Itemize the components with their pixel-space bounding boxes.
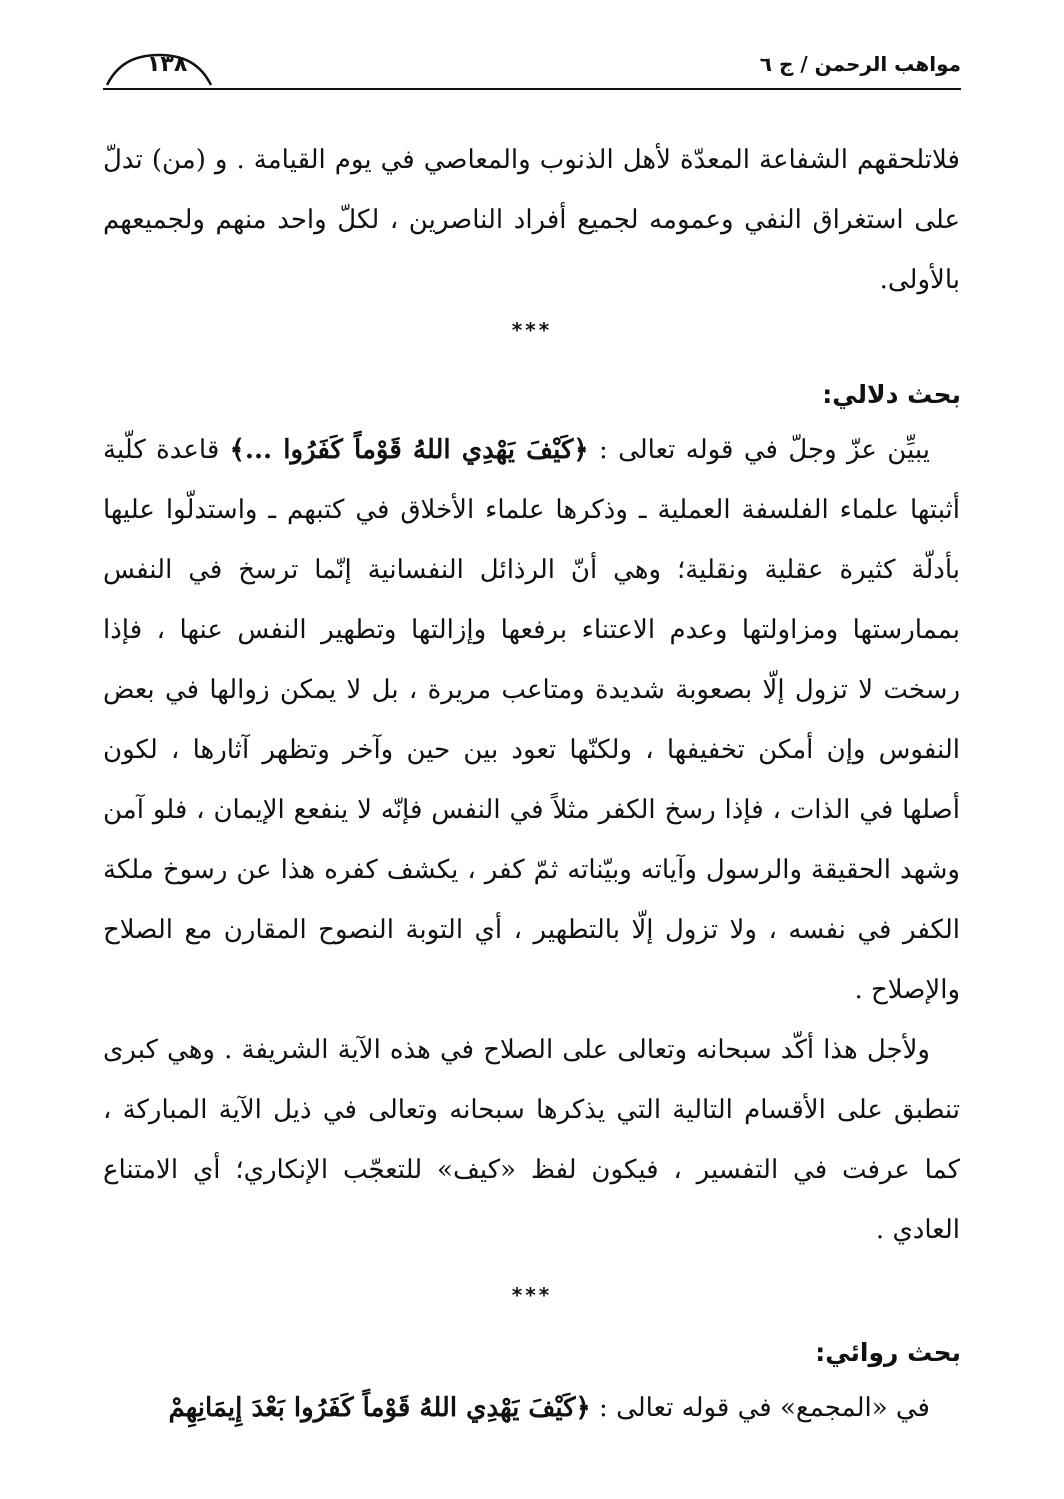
quran-verse: ﴿كَيْفَ يَهْدِي اللهُ قَوْماً كَفَرُوا بَعْدَ إِيمَانِهِمْ — [168, 1393, 591, 1423]
paragraph-text: ولأجل هذا أكّد سبحانه وتعالى على الصلاح في هذه الآية الشريفة . وهي كبرى تنطبق على الأقسام التالية التي يذكرها سبحانه وتعالى في ذيل الآية المباركة ، كما عرفت في التفسير ، فيكون لفظ «كيف» للتعجّب الإنكاري؛ أي الامتناع العادي . — [103, 1035, 960, 1245]
page-number-badge — [103, 47, 215, 87]
page-header — [103, 30, 961, 90]
section-divider: *** — [511, 318, 553, 342]
section-heading-narrative: بحث روائي: — [815, 1338, 961, 1367]
paragraph-text: قاعدة كلّية أثبتها علماء الفلسفة العملية ـ وذكرها علماء الأخلاق في كتبهم ـ واستدلّوا عليها بأدلّة كثيرة عقلية ونقلية؛ وهي أنّ الرذائل النفسانية إنّما ترسخ في النفس بممارستها ومزاولتها وعدم الاعتناء برفعها وإزالتها وتطهير النفس عنها ، فإذا رسخت لا تزول إلّا بصعوبة شديدة ومتاعب مريرة ، بل لا يمكن زوالها في بعض النفوس وإن أمكن تخفيفها ، ولكنّها تعود بين حين وآخر وتظهر آثارها ، لكون أصلها في الذات ، فإذا رسخ الكفر مثلاً في النفس فإنّه لا ينفعع الإيمان ، فلو آمن وشهد الحقيقة والرسول وآياته وبيّناته ثمّ كفر ، يكشف كفره هذا عن رسوخ ملكة الكفر في نفسه ، ولا تزول إلّا بالتطهير ، أي التوبة النصوح المقارن مع الصلاح والإصلاح . — [103, 435, 960, 1005]
header-rule — [103, 88, 961, 90]
running-title: مواهب الرحمن / ج ٦ — [759, 52, 961, 76]
paragraph-text: يبيِّن عزّ وجلّ في قوله تعالى : — [588, 435, 931, 465]
narrative-paragraph-1 — [103, 1378, 960, 1438]
semantic-paragraph-1 — [103, 420, 960, 1020]
paragraph-text: في «المجمع» في قوله تعالى : — [590, 1393, 930, 1423]
intro-text: فلاتلحقهم الشفاعة المعدّة لأهل الذنوب والمعاصي في يوم القيامة . و (من) تدلّ على استغراق النفي وعمومه لجميع أفراد الناصرين ، لكلّ واحد منهم ولجميعهم بالأولى. — [103, 145, 960, 295]
section-divider: *** — [511, 1283, 553, 1307]
section-heading-semantic: بحث دلالي: — [822, 380, 961, 409]
quran-verse: ﴿كَيْفَ يَهْدِي اللهُ قَوْماً كَفَرُوا ...﴾ — [229, 435, 589, 465]
semantic-paragraph-2 — [103, 1020, 960, 1260]
page-number: ١٣٨ — [147, 52, 188, 77]
intro-paragraph — [103, 130, 960, 310]
